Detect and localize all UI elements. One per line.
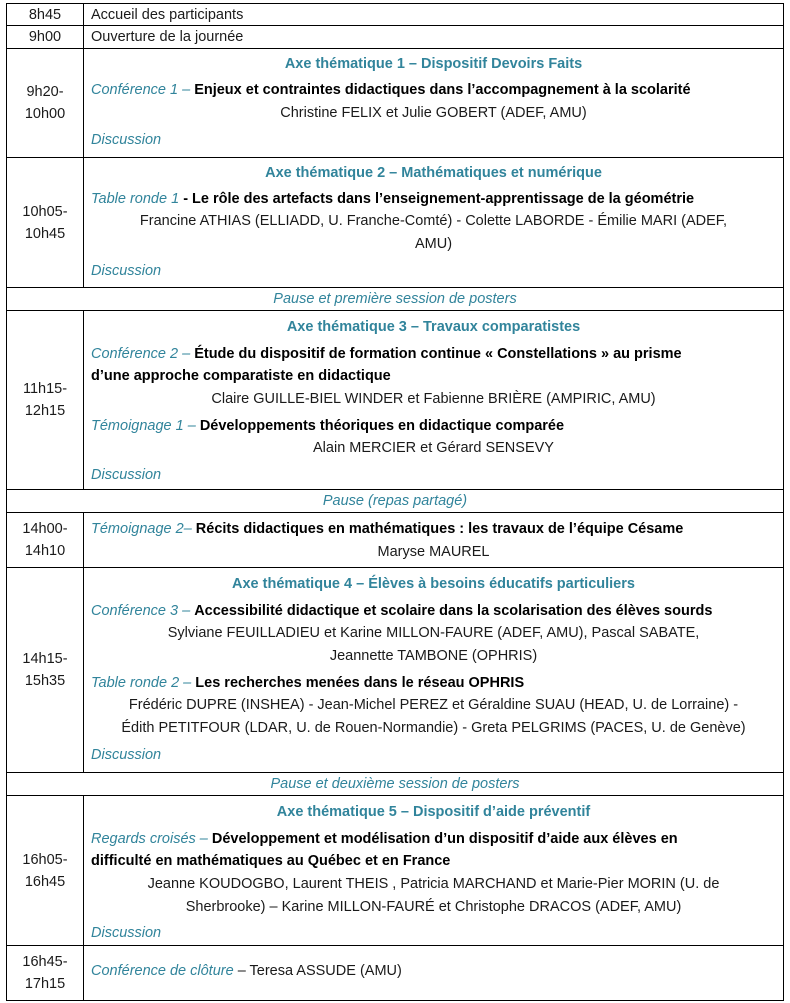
- session-title: - Le rôle des artefacts dans l’enseignement-apprentissage de la géométrie: [183, 191, 695, 207]
- axis-title: Axe thématique 4 – Élèves à besoins éducatifs particuliers: [232, 576, 635, 592]
- axis-title: Axe thématique 1 – Dispositif Devoirs Faits: [284, 56, 583, 72]
- speakers: Frédéric DUPRE (INSHEA) - Jean-Michel PEREZ et Géraldine SUAU (HEAD, U. de Lorraine) -: [128, 697, 739, 713]
- session-type: Table ronde 2 –: [91, 675, 192, 691]
- time-cell: [7, 513, 84, 567]
- session-type: Témoignage 1 –: [91, 418, 196, 434]
- session-type: Conférence de clôture: [91, 963, 234, 979]
- schedule-row: [6, 311, 784, 490]
- session-type: Table ronde 1: [91, 191, 180, 207]
- event-text: Ouverture de la journée: [91, 29, 244, 45]
- session-title: Développement et modélisation d’un dispositif d’aide aux élèves en: [211, 831, 678, 847]
- session-title: Enjeux et contraintes didactiques dans l’accompagnement à la scolarité: [194, 82, 691, 98]
- axis-title: Axe thématique 5 – Dispositif d’aide préventif: [276, 804, 591, 820]
- schedule-row: [6, 49, 784, 158]
- time-cell: [7, 26, 84, 48]
- session-type: Regards croisés –: [91, 831, 208, 847]
- schedule-row: [6, 513, 784, 568]
- pause-row: [6, 288, 784, 311]
- axis-title: Axe thématique 3 – Travaux comparatistes: [286, 319, 581, 335]
- speakers: Édith PETITFOUR (LDAR, U. de Rouen-Normandie) - Greta PELGRIMS (PACES, U. de Genève): [121, 720, 746, 736]
- time-label: 10h05- 10h45: [22, 203, 68, 242]
- session-title: Développements théoriques en didactique comparée: [199, 418, 565, 434]
- pause-row: [6, 490, 784, 513]
- pause-label: Pause et première session de posters: [273, 291, 517, 307]
- time-label: 9h20- 10h00: [24, 84, 66, 122]
- time-label: 14h15- 15h35: [22, 651, 68, 689]
- session-title: Les recherches menées dans le réseau OPHRIS: [195, 675, 525, 691]
- schedule-row: [6, 568, 784, 773]
- time-cell: [7, 4, 84, 25]
- speakers: Francine ATHIAS (ELLIADD, U. Franche-Comté) - Colette LABORDE - Émilie MARI (ADEF,: [139, 213, 728, 229]
- time-label: 11h15- 12h15: [22, 381, 68, 419]
- speakers: Jeannette TAMBONE (OPHRIS): [329, 648, 538, 664]
- speakers: AMU): [414, 236, 453, 252]
- discussion-label: Discussion: [91, 467, 162, 483]
- speakers: Alain MERCIER et Gérard SENSEVY: [313, 440, 554, 456]
- session-type: Témoignage 2–: [91, 521, 192, 537]
- session-type: Conférence 1 –: [91, 82, 191, 98]
- pause-row: [6, 773, 784, 796]
- time-label: 9h00: [28, 29, 62, 45]
- time-cell: [7, 568, 84, 772]
- speakers: Sherbrooke) – Karine MILLON-FAURÉ et Christophe DRACOS (ADEF, AMU): [185, 899, 682, 915]
- schedule-row: [6, 158, 784, 288]
- time-cell: [7, 946, 84, 1000]
- speakers: – Teresa ASSUDE (AMU): [237, 963, 402, 979]
- axis-title: Axe thématique 2 – Mathématiques et numérique: [265, 165, 602, 181]
- time-label: 14h00- 14h10: [22, 521, 68, 559]
- time-cell: [7, 311, 84, 489]
- schedule-row: [6, 796, 784, 946]
- time-cell: [7, 49, 84, 157]
- discussion-label: Discussion: [91, 132, 162, 148]
- session-title-continued: d’une approche comparatiste en didactique: [91, 368, 391, 384]
- schedule-row: [6, 3, 784, 26]
- speakers: Christine FELIX et Julie GOBERT (ADEF, AMU): [280, 105, 587, 121]
- speakers: Maryse MAUREL: [377, 544, 490, 560]
- discussion-label: Discussion: [91, 925, 162, 941]
- session-title: Accessibilité didactique et scolaire dans la scolarisation des élèves sourds: [194, 603, 713, 619]
- pause-label: Pause (repas partagé): [322, 493, 468, 509]
- event-text: Accueil des participants: [91, 7, 244, 23]
- time-label: 16h05- 16h45: [22, 851, 68, 890]
- discussion-label: Discussion: [91, 263, 162, 279]
- session-title-continued: difficulté en mathématiques au Québec et en France: [91, 853, 451, 869]
- speakers: Jeanne KOUDOGBO, Laurent THEIS , Patricia MARCHAND et Marie-Pier MORIN (U. de: [147, 876, 720, 892]
- time-cell: [7, 796, 84, 945]
- session-title: Étude du dispositif de formation continue « Constellations » au prisme: [194, 346, 682, 362]
- pause-label: Pause et deuxième session de posters: [270, 776, 520, 792]
- session-type: Conférence 3 –: [91, 603, 191, 619]
- session-type: Conférence 2 –: [91, 346, 191, 362]
- discussion-label: Discussion: [91, 747, 162, 763]
- time-label: 8h45: [28, 6, 62, 23]
- speakers: Claire GUILLE-BIEL WINDER et Fabienne BRIÈRE (AMPIRIC, AMU): [211, 391, 656, 407]
- speakers: Sylviane FEUILLADIEU et Karine MILLON-FAURE (ADEF, AMU), Pascal SABATE,: [167, 625, 700, 641]
- session-title: Récits didactiques en mathématiques : les travaux de l’équipe Césame: [195, 521, 684, 537]
- time-label: 16h45- 17h15: [22, 954, 68, 992]
- time-cell: [7, 158, 84, 287]
- schedule-row: [6, 26, 784, 49]
- schedule-row: [6, 946, 784, 1001]
